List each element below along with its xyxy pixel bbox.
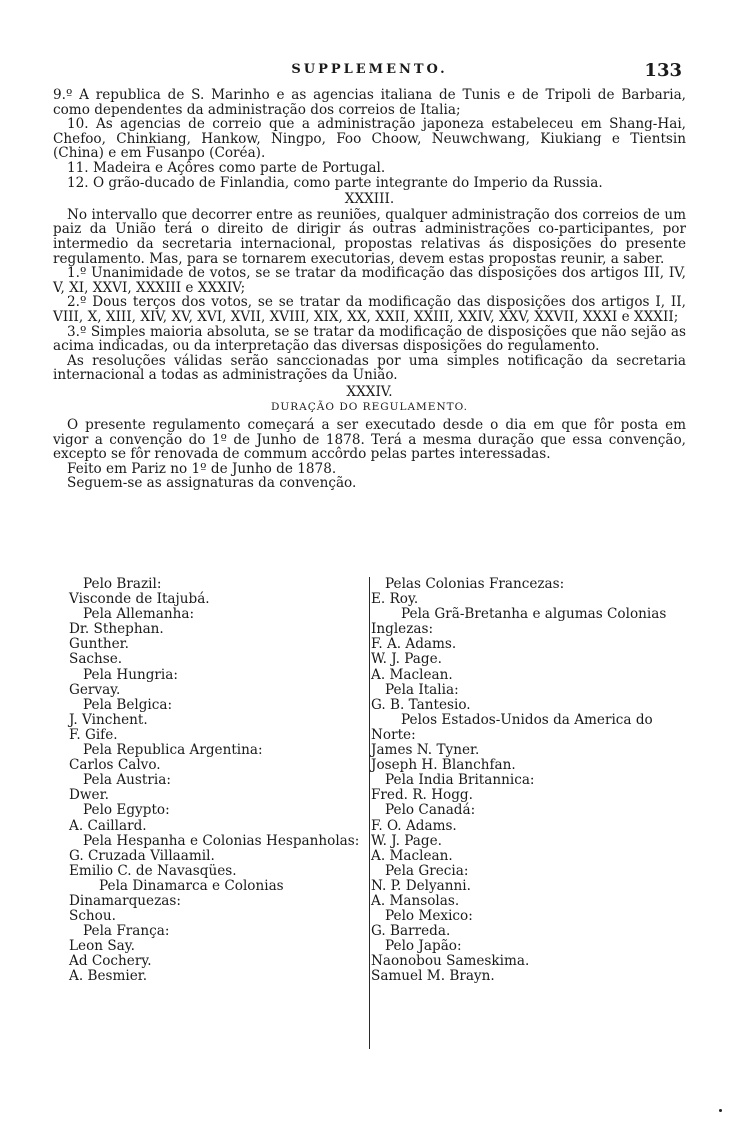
signatory-name: Fred. R. Hogg. bbox=[371, 787, 473, 804]
signatory-name: A. Besmier. bbox=[69, 968, 148, 985]
signatory-name: A. Maclean. bbox=[371, 666, 453, 683]
signatory-country: Pela Belgica: bbox=[83, 696, 173, 713]
signatory-name: Schou. bbox=[69, 908, 116, 925]
running-title: SUPPLEMENTO. bbox=[291, 62, 448, 77]
signatory-country: Pelo Brazil: bbox=[83, 576, 162, 592]
signatory-name: Samuel M. Brayn. bbox=[371, 968, 495, 985]
section-subheading-34: DURAÇÃO DO REGULAMENTO. bbox=[271, 401, 468, 414]
rule-item: 2.º Dous terços dos votos, se se tratar da modificação das disposições dos artigos I, II, VIII, X, XIII, XIV, XV, XVI, XVII, XVIII, XIX, XX, XXII, XXIII, XXIV, XXV, XXVII, XXXI e XXXII; bbox=[53, 294, 686, 325]
signatory-country: Pela Austria: bbox=[83, 772, 171, 789]
signatory-name: Gunther. bbox=[69, 636, 129, 653]
signatory-name: Visconde de Itajubá. bbox=[69, 591, 210, 608]
list-item: 11. Madeira e Açôres como parte de Portugal. bbox=[67, 159, 386, 176]
signatory-name: A. Mansolas. bbox=[371, 892, 460, 909]
signatory-country: Pelo Japão: bbox=[385, 938, 462, 955]
page-header bbox=[53, 62, 686, 80]
signatory-country: Pela Grã-Bretanha e algumas Colonias Inglezas: bbox=[371, 606, 667, 638]
body-text bbox=[53, 88, 686, 491]
section-heading-34: XXXIV. bbox=[346, 383, 393, 400]
signatory-country: Pela Allemanha: bbox=[83, 606, 195, 623]
signatory-country: Pela Dinamarca e Colonias Dinamarquezas: bbox=[69, 877, 284, 909]
signatory-name: E. Roy. bbox=[371, 591, 419, 608]
signatory-country: Pela Hungria: bbox=[83, 666, 178, 683]
signatory-country: Pelo Mexico: bbox=[385, 908, 473, 925]
signatory-name: A. Caillard. bbox=[69, 817, 147, 834]
signatures-block bbox=[53, 577, 686, 1057]
signatory-name: A. Maclean. bbox=[371, 847, 453, 864]
signatory-country: Pela Hespanha e Colonias Hespanholas: bbox=[83, 832, 360, 849]
signatory-country: Pelo Egypto: bbox=[83, 802, 170, 819]
section-34-text: O presente regulamento começará a ser executado desde o dia em que fôr posta em vigor a convenção do 1º de Junho de 1878. Terá a mesma duração que essa convenção, excepto se fôr renovada de commum accôrdo pelas partes interessadas. bbox=[53, 417, 686, 463]
signatory-name: W. J. Page. bbox=[371, 832, 442, 849]
signatory-name: Dwer. bbox=[69, 787, 109, 804]
signatures-left-column bbox=[69, 577, 369, 985]
signatory-name: Naonobou Sameskima. bbox=[371, 953, 530, 970]
signatory-country: Pelas Colonias Francezas: bbox=[385, 576, 565, 592]
signatory-country: Pelos Estados-Unidos da America do Norte: bbox=[371, 711, 653, 743]
signatory-name: Emilio C. de Navasqües. bbox=[69, 862, 237, 879]
list-item: 10. As agencias de correio que a administração japoneza estabeleceu em Shang-Hai, Chefoo, Chinkiang, Hankow, Ningpo, Foo Choow, Neuwchwang, Kiukiang e Tientsin (China) e em Fusanpo (Coréa). bbox=[53, 116, 686, 162]
rule-item: 3.º Simples maioria absoluta, se se tratar da modificação de disposições que não sejão as acima indicadas, ou da interpretação das diversas disposições do regulamento. bbox=[53, 323, 686, 355]
signatory-name: James N. Tyner. bbox=[371, 742, 480, 759]
rule-item: 1.º Unanimidade de votos, se se tratar da modificação das disposições dos artigos III, IV, V, XI, XXVI, XXXIII e XXXIV; bbox=[53, 265, 686, 296]
signatory-name: Gervay. bbox=[69, 681, 121, 698]
page-number: 133 bbox=[644, 60, 682, 81]
section-heading-33: XXXIII. bbox=[344, 191, 395, 208]
signatory-country: Pela India Britannica: bbox=[385, 772, 535, 789]
list-item: 12. O grão-ducado de Finlandia, como parte integrante do Imperio da Russia. bbox=[67, 174, 603, 191]
list-item: 9.º A republica de S. Marinho e as agencias italiana de Tunis e de Tripoli de Barbaria, como dependentes da administração dos correios de Italia; bbox=[53, 87, 686, 118]
signatory-name: G. Barreda. bbox=[371, 923, 451, 940]
ink-speck bbox=[719, 1109, 722, 1112]
signatory-country: Pela Republica Argentina: bbox=[83, 742, 263, 759]
signatory-name: G. Cruzada Villaamil. bbox=[69, 847, 215, 864]
done-at-line: Feito em Pariz no 1º de Junho de 1878. bbox=[67, 460, 337, 477]
signatory-country: Pela Grecia: bbox=[385, 862, 469, 879]
signatory-name: F. Gife. bbox=[69, 726, 118, 743]
signatory-name: Sachse. bbox=[69, 651, 123, 668]
signatory-name: Joseph H. Blanchfan. bbox=[371, 757, 516, 774]
signatory-name: Leon Say. bbox=[69, 938, 135, 955]
signatures-intro: Seguem-se as assignaturas da convenção. bbox=[67, 475, 357, 492]
section-33-closing: As resoluções válidas serão sanccionadas por uma simples notificação da secretaria internacional a todas as administrações da União. bbox=[53, 352, 686, 384]
signatory-name: F. A. Adams. bbox=[371, 636, 457, 653]
signatory-country: Pelo Canadá: bbox=[385, 802, 476, 819]
signatory-country: Pela França: bbox=[83, 923, 170, 940]
signatory-name: G. B. Tantesio. bbox=[371, 696, 471, 713]
signatory-name: Ad Cochery. bbox=[69, 953, 152, 970]
signatory-name: F. O. Adams. bbox=[371, 817, 457, 834]
section-33-intro: No intervallo que decorrer entre as reuniões, qualquer administração dos correios de um paiz da União terá o direito de dirigir ás outras administrações co-participantes, por intermedio da secretaria internacional, propostas relativas ás disposições do presente regulamento. Mas, para se tornarem executorias, devem estas propostas reunir, a saber. bbox=[53, 206, 686, 267]
signatory-country: Pela Italia: bbox=[385, 681, 459, 698]
signatory-name: N. P. Delyanni. bbox=[371, 877, 471, 894]
signatory-name: W. J. Page. bbox=[371, 651, 442, 668]
signatory-name: Carlos Calvo. bbox=[69, 757, 161, 774]
signatures-right-column bbox=[371, 577, 689, 985]
signatory-name: J. Vinchent. bbox=[69, 711, 148, 728]
column-divider bbox=[369, 577, 370, 1049]
signatory-name: Dr. Sthephan. bbox=[69, 621, 164, 638]
